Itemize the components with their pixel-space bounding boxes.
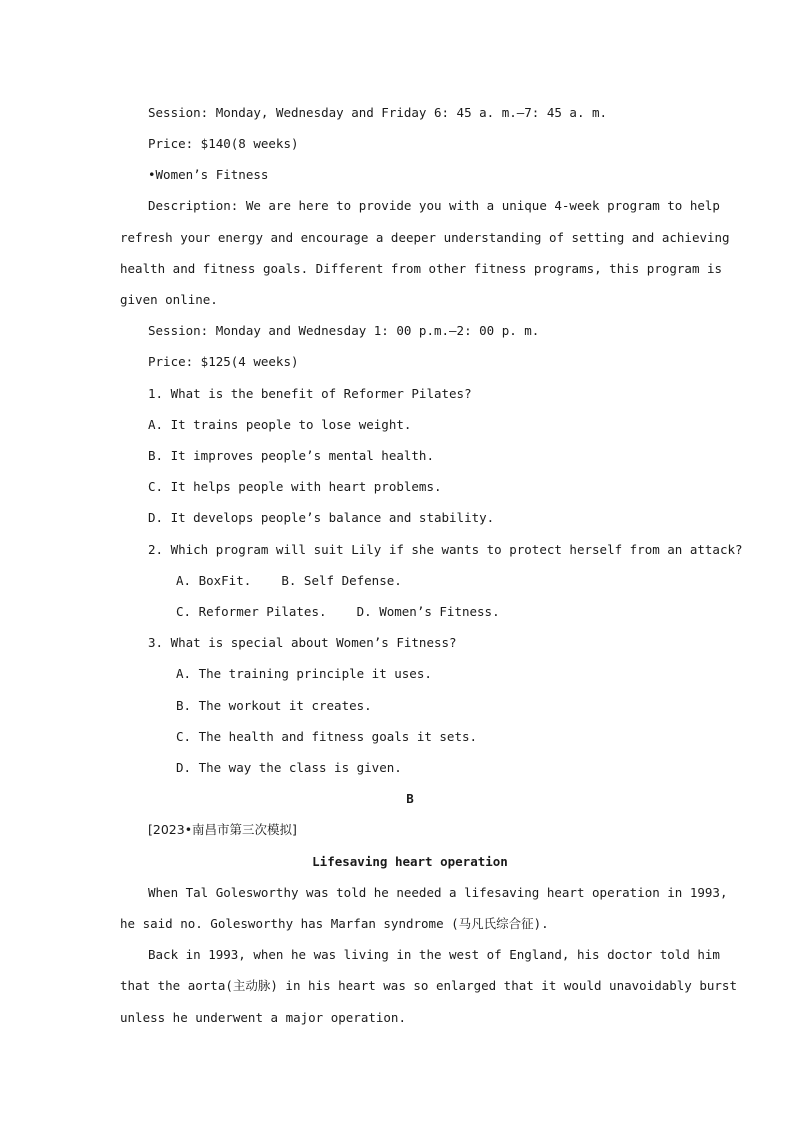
question-1-option-d: D. It develops people’s balance and stability. (148, 510, 495, 525)
boxfit-price-line: Price: $140(8 weeks) (148, 136, 299, 151)
boxfit-session-line: Session: Monday, Wednesday and Friday 6: 45 a. m.—7: 45 a. m. (148, 105, 608, 120)
question-1: 1. What is the benefit of Reformer Pilates? (148, 386, 472, 401)
question-3-option-c: C. The health and fitness goals it sets. (176, 729, 478, 744)
question-3-option-a: A. The training principle it uses. (176, 666, 432, 681)
section-b-label: B (406, 791, 414, 806)
passage-p1-line-1: When Tal Golesworthy was told he needed a lifesaving heart operation in 1993, (148, 885, 728, 900)
passage-p2-line-3: unless he underwent a major operation. (120, 1010, 406, 1025)
passage-p2-line-2: that the aorta(主动脉) in his heart was so enlarged that it would unavoidably burst (120, 978, 737, 993)
passage-p1-line-2: he said no. Golesworthy has Marfan syndrome (马凡氏综合征). (120, 916, 549, 931)
womens-description-line-2: refresh your energy and encourage a deeper understanding of setting and achieving (120, 230, 730, 245)
womens-description-line-1: Description: We are here to provide you with a unique 4-week program to help (148, 198, 720, 213)
womens-price-line: Price: $125(4 weeks) (148, 354, 299, 369)
question-1-option-a: A. It trains people to lose weight. (148, 417, 412, 432)
passage-title: Lifesaving heart operation (312, 854, 508, 869)
question-1-option-b: B. It improves people’s mental health. (148, 448, 434, 463)
section-b-source: [2023•南昌市第三次模拟] (148, 822, 297, 837)
question-3-option-b: B. The workout it creates. (176, 698, 372, 713)
question-2-options-ab: A. BoxFit. B. Self Defense. (176, 573, 402, 588)
womens-description-line-4: given online. (120, 292, 218, 307)
passage-p2-line-1: Back in 1993, when he was living in the west of England, his doctor told him (148, 947, 720, 962)
womens-fitness-heading: •Women’s Fitness (148, 167, 269, 182)
question-3: 3. What is special about Women’s Fitness? (148, 635, 457, 650)
womens-description-line-3: health and fitness goals. Different from other fitness programs, this program is (120, 261, 723, 276)
question-2: 2. Which program will suit Lily if she wants to protect herself from an attack? (148, 542, 743, 557)
question-2-options-cd: C. Reformer Pilates. D. Women’s Fitness. (176, 604, 500, 619)
question-1-option-c: C. It helps people with heart problems. (148, 479, 442, 494)
question-3-option-d: D. The way the class is given. (176, 760, 402, 775)
womens-session-line: Session: Monday and Wednesday 1: 00 p.m.—2: 00 p. m. (148, 323, 540, 338)
